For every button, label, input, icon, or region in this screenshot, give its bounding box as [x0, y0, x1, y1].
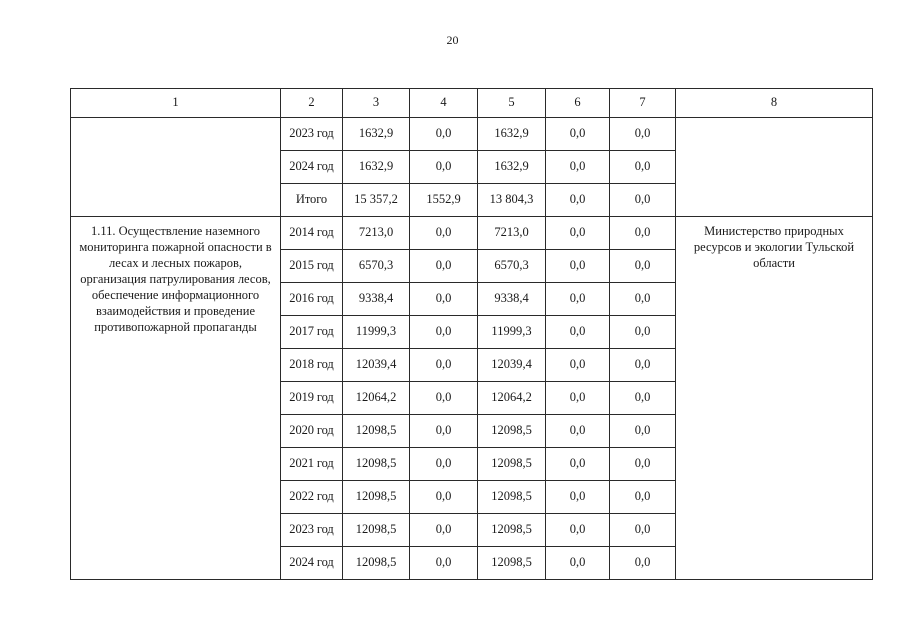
value-cell: 12098,5	[343, 415, 410, 448]
value-cell: 13 804,3	[478, 184, 546, 217]
value-cell: 7213,0	[343, 217, 410, 250]
value-cell: 0,0	[410, 151, 478, 184]
value-cell: 0,0	[410, 547, 478, 580]
value-cell: 12098,5	[343, 481, 410, 514]
value-cell: 9338,4	[343, 283, 410, 316]
value-cell: 0,0	[546, 349, 610, 382]
value-cell: 12098,5	[478, 547, 546, 580]
year-cell: 2017 год	[281, 316, 343, 349]
value-cell: 0,0	[546, 316, 610, 349]
value-cell: 15 357,2	[343, 184, 410, 217]
value-cell: 0,0	[610, 283, 676, 316]
value-cell: 12098,5	[478, 448, 546, 481]
value-cell: 0,0	[546, 415, 610, 448]
value-cell: 0,0	[410, 448, 478, 481]
value-cell: 0,0	[610, 481, 676, 514]
measure-description: 1.11. Осуществление наземного мониторинга пожарной опасности в лесах и лесных пожаров, организация патрулирования лесов, обеспечение информационного взаимодействия и проведение противопожарной пропаганды	[71, 217, 281, 580]
column-number-5: 5	[478, 89, 546, 118]
value-cell: 1632,9	[478, 118, 546, 151]
value-cell: 0,0	[610, 118, 676, 151]
value-cell: 0,0	[410, 514, 478, 547]
value-cell: 9338,4	[478, 283, 546, 316]
year-cell: 2019 год	[281, 382, 343, 415]
value-cell: 0,0	[610, 349, 676, 382]
carry-over-executor-cell	[676, 118, 873, 217]
value-cell: 12064,2	[343, 382, 410, 415]
year-cell: 2020 год	[281, 415, 343, 448]
table-row	[71, 217, 873, 250]
column-number-8: 8	[676, 89, 873, 118]
column-number-4: 4	[410, 89, 478, 118]
value-cell: 1632,9	[478, 151, 546, 184]
year-cell: 2023 год	[281, 514, 343, 547]
column-number-3: 3	[343, 89, 410, 118]
column-number-row	[71, 89, 873, 118]
year-cell: 2015 год	[281, 250, 343, 283]
value-cell: 0,0	[410, 283, 478, 316]
value-cell: 12064,2	[478, 382, 546, 415]
value-cell: 0,0	[546, 382, 610, 415]
value-cell: 0,0	[546, 448, 610, 481]
page-number: 20	[446, 33, 459, 47]
value-cell: 7213,0	[478, 217, 546, 250]
value-cell: 0,0	[546, 283, 610, 316]
value-cell: 12098,5	[478, 514, 546, 547]
table-row	[71, 118, 873, 151]
column-number-6: 6	[546, 89, 610, 118]
year-cell: 2014 год	[281, 217, 343, 250]
value-cell: 0,0	[410, 250, 478, 283]
value-cell: 0,0	[610, 217, 676, 250]
value-cell: 12039,4	[478, 349, 546, 382]
value-cell: 12039,4	[343, 349, 410, 382]
year-cell: 2024 год	[281, 151, 343, 184]
measure-executor: Министерство природных ресурсов и экологии Тульской области	[676, 217, 873, 580]
year-cell: 2021 год	[281, 448, 343, 481]
value-cell: 0,0	[610, 382, 676, 415]
value-cell: 0,0	[546, 250, 610, 283]
value-cell: 0,0	[546, 514, 610, 547]
year-cell: 2018 год	[281, 349, 343, 382]
year-cell: 2016 год	[281, 283, 343, 316]
value-cell: 1632,9	[343, 151, 410, 184]
value-cell: 12098,5	[343, 448, 410, 481]
value-cell: 6570,3	[343, 250, 410, 283]
value-cell: 0,0	[610, 448, 676, 481]
carry-over-description-cell	[71, 118, 281, 217]
value-cell: 0,0	[410, 118, 478, 151]
value-cell: 1632,9	[343, 118, 410, 151]
value-cell: 0,0	[610, 250, 676, 283]
value-cell: 0,0	[546, 481, 610, 514]
value-cell: 6570,3	[478, 250, 546, 283]
value-cell: 12098,5	[478, 481, 546, 514]
column-number-2: 2	[281, 89, 343, 118]
value-cell: 0,0	[610, 151, 676, 184]
value-cell: 0,0	[546, 184, 610, 217]
value-cell: 0,0	[410, 382, 478, 415]
funding-table	[70, 88, 873, 580]
column-number-1: 1	[71, 89, 281, 118]
value-cell: 0,0	[410, 481, 478, 514]
value-cell: 0,0	[610, 184, 676, 217]
value-cell: 0,0	[546, 151, 610, 184]
column-number-7: 7	[610, 89, 676, 118]
value-cell: 1552,9	[410, 184, 478, 217]
value-cell: 12098,5	[343, 514, 410, 547]
value-cell: 0,0	[610, 514, 676, 547]
value-cell: 0,0	[546, 118, 610, 151]
value-cell: 11999,3	[478, 316, 546, 349]
year-cell: 2022 год	[281, 481, 343, 514]
total-label-cell: Итого	[281, 184, 343, 217]
value-cell: 0,0	[410, 316, 478, 349]
value-cell: 0,0	[546, 217, 610, 250]
value-cell: 0,0	[410, 349, 478, 382]
value-cell: 0,0	[410, 415, 478, 448]
value-cell: 0,0	[610, 415, 676, 448]
value-cell: 12098,5	[343, 547, 410, 580]
value-cell: 11999,3	[343, 316, 410, 349]
value-cell: 0,0	[410, 217, 478, 250]
value-cell: 0,0	[610, 547, 676, 580]
value-cell: 12098,5	[478, 415, 546, 448]
value-cell: 0,0	[610, 316, 676, 349]
value-cell: 0,0	[546, 547, 610, 580]
year-cell: 2024 год	[281, 547, 343, 580]
year-cell: 2023 год	[281, 118, 343, 151]
